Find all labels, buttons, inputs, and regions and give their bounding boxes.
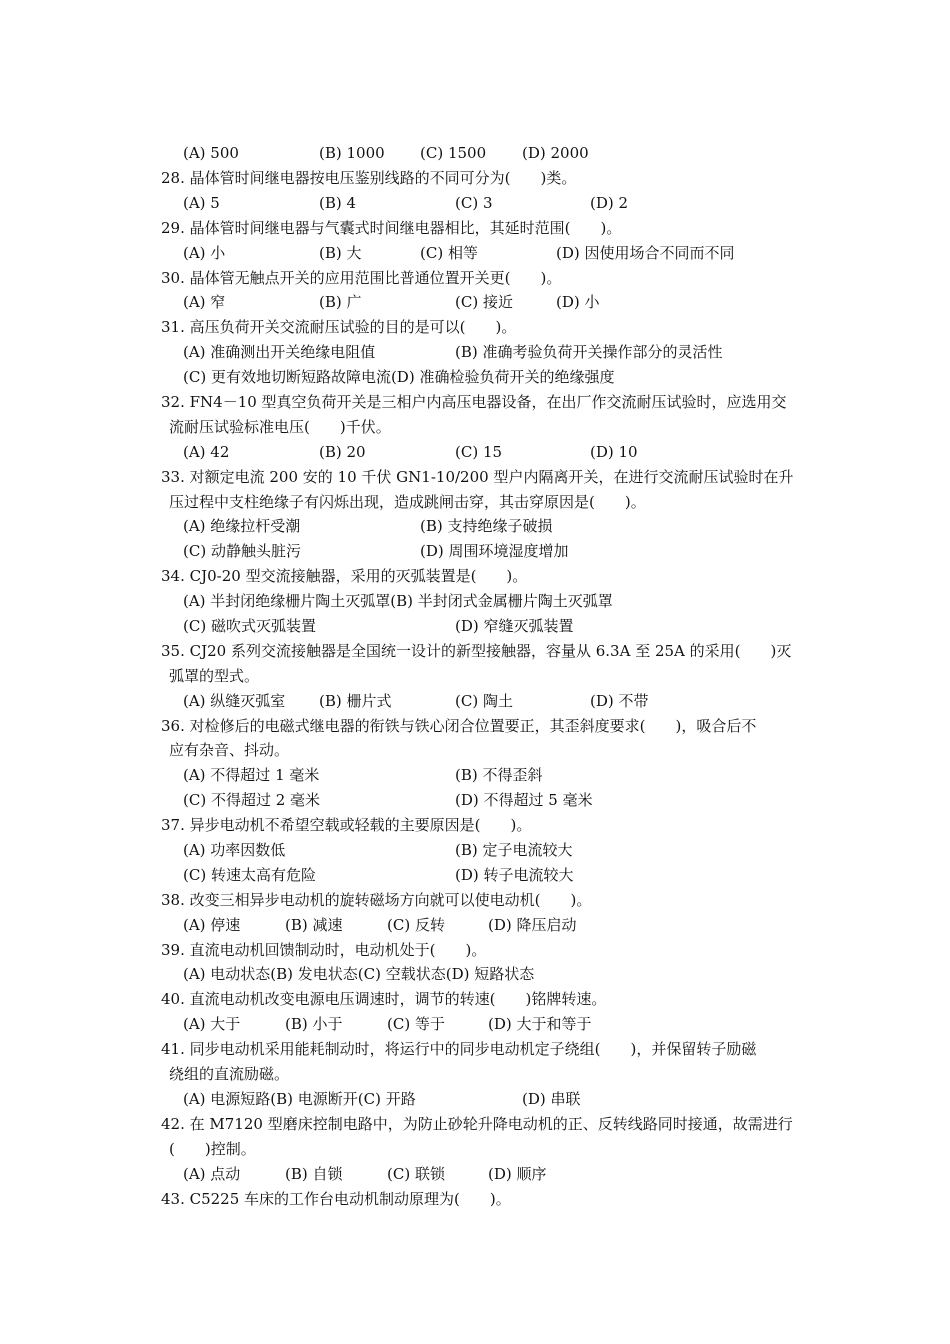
option-d: (D) 降压启动 <box>488 916 577 934</box>
question-42-cont: ( )控制。 <box>169 1140 256 1158</box>
option-c: (C) 3 <box>455 194 493 212</box>
question-35-cont: 弧罩的型式。 <box>169 667 260 685</box>
option-c: (C) 动静触头脏污 <box>183 542 301 560</box>
option-b: (B) 4 <box>319 194 357 212</box>
option-a: (A) 纵缝灭弧室 <box>183 692 286 710</box>
option-d: (D) 2 <box>590 194 629 212</box>
option-c: (C) 相等 <box>420 244 478 262</box>
option-a: (A) 大于 <box>183 1015 241 1033</box>
option-c: (C) 转速太高有危险 <box>183 866 316 884</box>
option-c: (C) 反转 <box>387 916 445 934</box>
option-d: (D) 因使用场合不同而不同 <box>556 244 735 262</box>
option-c: (C) 不得超过 2 毫米 <box>183 791 321 809</box>
option-a: (A) 窄 <box>183 293 226 311</box>
option-c: (C) 联锁 <box>387 1165 445 1183</box>
question-32: 32. FN4－10 型真空负荷开关是三相户内高压电器设备，在出厂作交流耐压试验时，应选用交 <box>161 393 787 411</box>
option-c: (C) 陶土 <box>455 692 513 710</box>
option-d: (D) 大于和等于 <box>488 1015 592 1033</box>
option-d: (D) 顺序 <box>488 1165 547 1183</box>
question-31: 31. 高压负荷开关交流耐压试验的目的是可以( )。 <box>161 318 517 336</box>
question-28: 28. 晶体管时间继电器按电压鉴别线路的不同可分为( )类。 <box>161 169 577 187</box>
question-37: 37. 异步电动机不希望空载或轻载的主要原因是( )。 <box>161 816 532 834</box>
question-43: 43. C5225 车床的工作台电动机制动原理为( )。 <box>161 1190 511 1208</box>
question-29: 29. 晶体管时间继电器与气囊式时间继电器相比，其延时范围( )。 <box>161 219 622 237</box>
question-38: 38. 改变三相异步电动机的旋转磁场方向就可以使电动机( )。 <box>161 891 592 909</box>
question-33: 33. 对额定电流 200 安的 10 千伏 GN1-10/200 型户内隔离开关，在进行交流耐压试验时在升 <box>161 468 794 486</box>
question-36: 36. 对检修后的电磁式继电器的衔铁与铁心闭合位置要正，其歪斜度要求( )，吸合后不 <box>161 717 757 735</box>
option-a: (A) 准确测出开关绝缘电阻值 <box>183 343 376 361</box>
question-41: 41. 同步电动机采用能耗制动时，将运行中的同步电动机定子绕组( )，并保留转子励磁 <box>161 1040 757 1058</box>
option-b: (B) 广 <box>319 293 362 311</box>
option-b: (B) 支持绝缘子破损 <box>420 517 553 535</box>
question-32-cont: 流耐压试验标准电压( )千伏。 <box>169 418 391 436</box>
question-33-cont: 压过程中支柱绝缘子有闪烁出现，造成跳闸击穿，其击穿原因是( )。 <box>169 493 646 511</box>
option-b: (B) 自锁 <box>285 1165 343 1183</box>
option-a: (A) 半封闭绝缘栅片陶土灭弧罩(B) 半封闭式金属栅片陶土灭弧罩 <box>183 592 613 610</box>
option-b: (B) 大 <box>319 244 362 262</box>
option-d: (D) 周围环境湿度增加 <box>420 542 569 560</box>
option-a: (A) 电动状态(B) 发电状态(C) 空载状态(D) 短路状态 <box>183 965 535 983</box>
option-a: (A) 500 <box>183 144 239 162</box>
question-40: 40. 直流电动机改变电源电压调速时，调节的转速( )铭牌转速。 <box>161 990 607 1008</box>
question-30: 30. 晶体管无触点开关的应用范围比普通位置开关更( )。 <box>161 269 562 287</box>
option-d: (D) 10 <box>590 443 638 461</box>
option-d: (D) 窄缝灭弧装置 <box>455 617 574 635</box>
option-a: (A) 功率因数低 <box>183 841 286 859</box>
option-a: (A) 停速 <box>183 916 241 934</box>
option-a: (A) 绝缘拉杆受潮 <box>183 517 301 535</box>
option-b: (B) 小于 <box>285 1015 343 1033</box>
option-b: (B) 不得歪斜 <box>455 766 543 784</box>
option-b: (B) 栅片式 <box>319 692 392 710</box>
option-d: (D) 转子电流较大 <box>455 866 574 884</box>
question-36-cont: 应有杂音、抖动。 <box>169 741 290 759</box>
option-c: (C) 等于 <box>387 1015 445 1033</box>
option-b: (B) 20 <box>319 443 366 461</box>
question-34: 34. CJ0-20 型交流接触器，采用的灭弧装置是( )。 <box>161 567 528 585</box>
option-b: (B) 减速 <box>285 916 343 934</box>
option-a: (A) 点动 <box>183 1165 241 1183</box>
option-c: (C) 1500 <box>420 144 487 162</box>
option-c: (C) 接近 <box>455 293 513 311</box>
option-b: (B) 定子电流较大 <box>455 841 573 859</box>
question-41-cont: 绕组的直流励磁。 <box>169 1065 290 1083</box>
option-c: (C) 磁吹式灭弧装置 <box>183 617 316 635</box>
option-c: (C) 15 <box>455 443 503 461</box>
question-39: 39. 直流电动机回馈制动时，电动机处于( )。 <box>161 941 487 959</box>
question-42: 42. 在 M7120 型磨床控制电路中，为防止砂轮升降电动机的正、反转线路同时接通，故需进行 <box>161 1115 793 1133</box>
option-a: (A) 42 <box>183 443 230 461</box>
option-a: (A) 不得超过 1 毫米 <box>183 766 320 784</box>
option-a: (A) 电源短路(B) 电源断开(C) 开路 <box>183 1090 416 1108</box>
option-d: (D) 不得超过 5 毫米 <box>455 791 593 809</box>
option-d: (D) 串联 <box>522 1090 581 1108</box>
option-d: (D) 2000 <box>522 144 589 162</box>
option-d: (D) 小 <box>556 293 600 311</box>
option-c: (C) 更有效地切断短路故障电流(D) 准确检验负荷开关的绝缘强度 <box>183 368 615 386</box>
option-a: (A) 小 <box>183 244 226 262</box>
question-35: 35. CJ20 系列交流接触器是全国统一设计的新型接触器，容量从 6.3A 至 25A 的采用( )灭 <box>161 642 792 660</box>
option-b: (B) 1000 <box>319 144 385 162</box>
option-d: (D) 不带 <box>590 692 649 710</box>
option-a: (A) 5 <box>183 194 220 212</box>
option-b: (B) 准确考验负荷开关操作部分的灵活性 <box>455 343 723 361</box>
